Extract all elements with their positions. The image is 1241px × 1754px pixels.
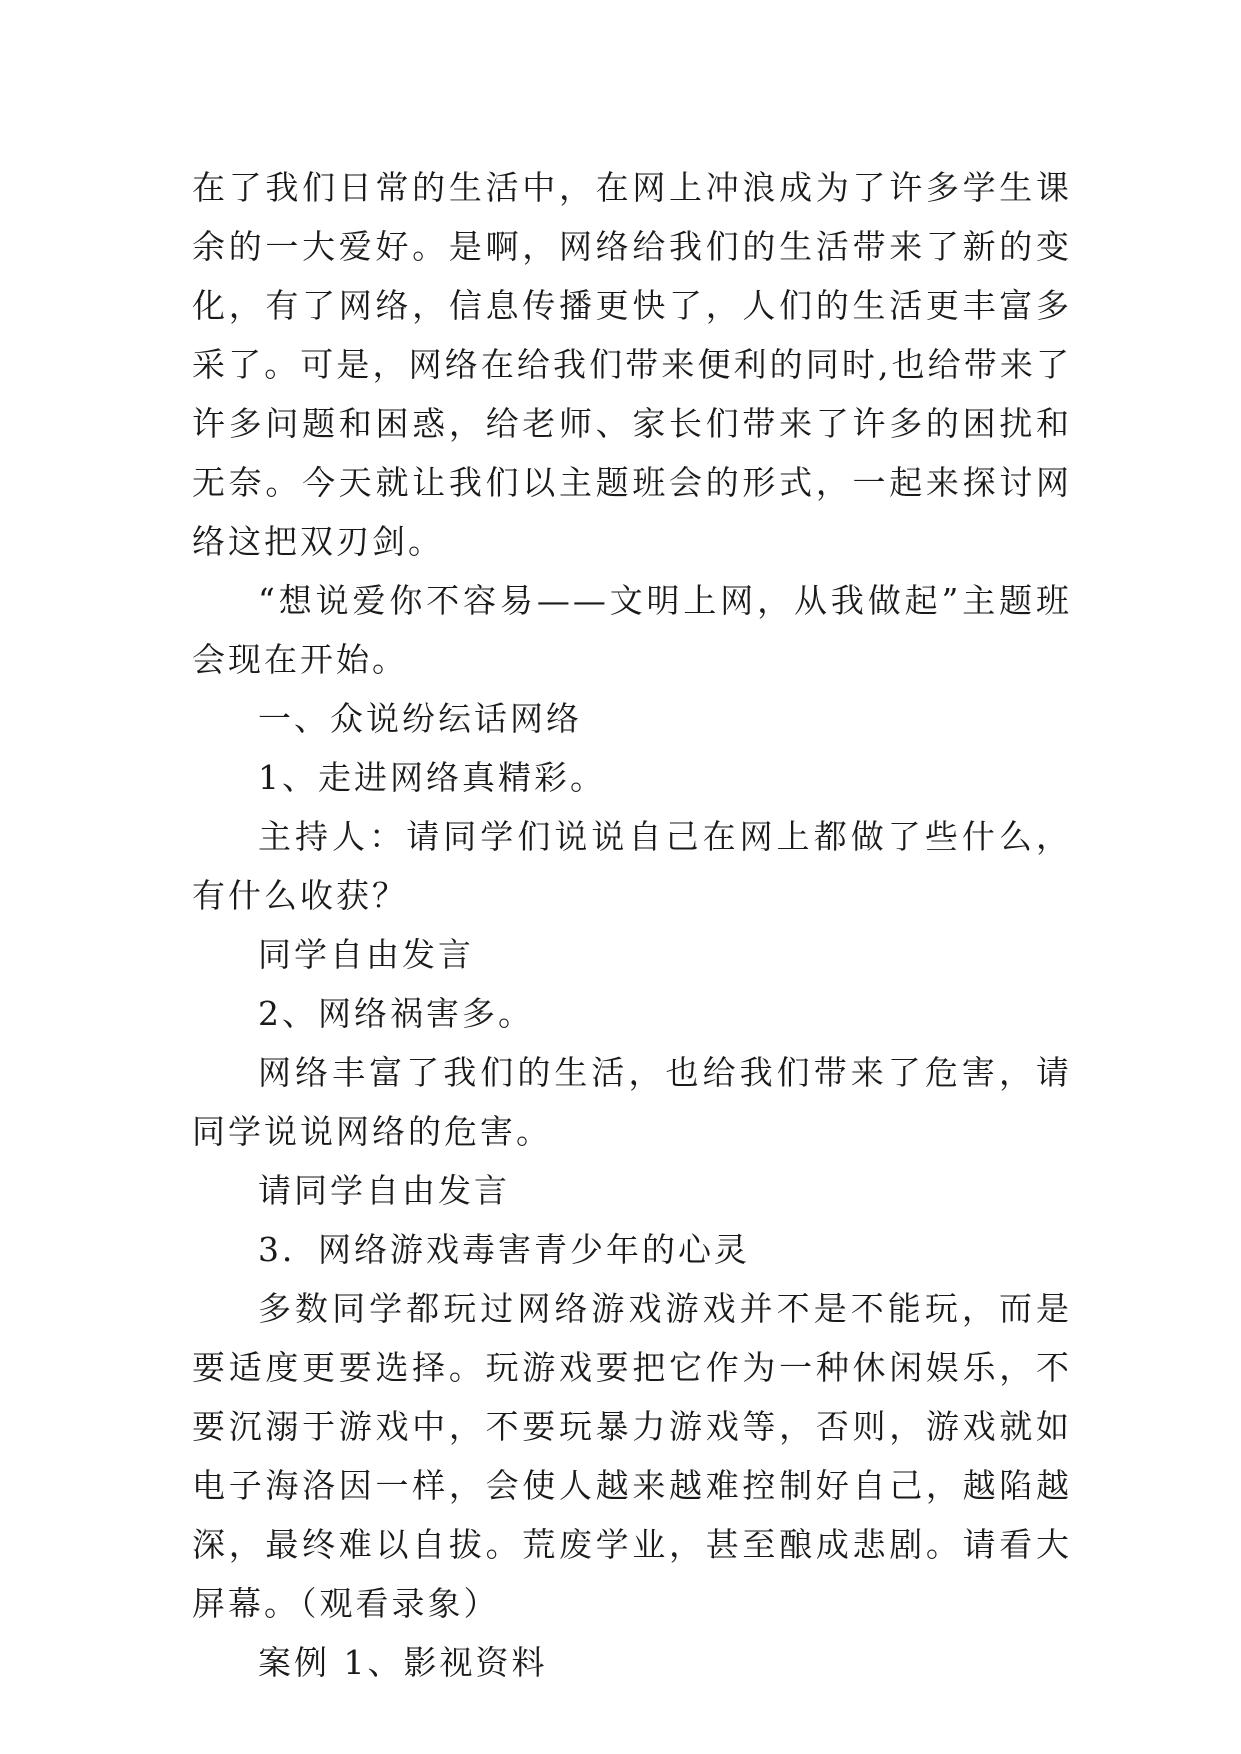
paragraph-case-1: 案例 1、影视资料 [258,1643,548,1682]
subheading-3: 3．网络游戏毒害青少年的心灵 [258,1230,750,1269]
paragraph-harm: 网络丰富了我们的生活，也给我们带来了危害，请同学说说网络的危害。 [192,1053,1072,1151]
paragraph-intro: 在了我们日常的生活中，在网上冲浪成为了许多学生课余的一大爱好。是啊，网络给我们的生活带来了新的变化，有了网络，信息传播更快了，人们的生活更丰富多采了。可是，网络在给我们带来便利的同时,也给带来了许多问题和困惑，给老师、家长们带来了许多的困扰和无奈。今天就让我们以主题班会的形式，一起来探讨网络这把双刃剑。 [192,168,1072,561]
paragraph-opening: “想说爱你不容易——文明上网，从我做起”主题班会现在开始。 [192,581,1072,679]
subheading-1: 1、走进网络真精彩。 [258,758,606,797]
paragraph-free-speech-2: 请同学自由发言 [258,1171,510,1210]
document-body [192,158,1072,1692]
paragraph-host-question: 主持人：请同学们说说自己在网上都做了些什么，有什么收获？ [192,817,1072,915]
paragraph-games: 多数同学都玩过网络游戏游戏并不是不能玩，而是要适度更要选择。玩游戏要把它作为一种休闲娱乐，不要沉溺于游戏中，不要玩暴力游戏等，否则，游戏就如电子海洛因一样，会使人越来越难控制好自己，越陷越深，最终难以自拔。荒废学业，甚至酿成悲剧。请看大屏幕。（观看录象） [192,1289,1072,1623]
section-heading-1: 一、众说纷纭话网络 [258,699,582,738]
paragraph-free-speech-1: 同学自由发言 [258,935,474,974]
subheading-2: 2、网络祸害多。 [258,994,534,1033]
